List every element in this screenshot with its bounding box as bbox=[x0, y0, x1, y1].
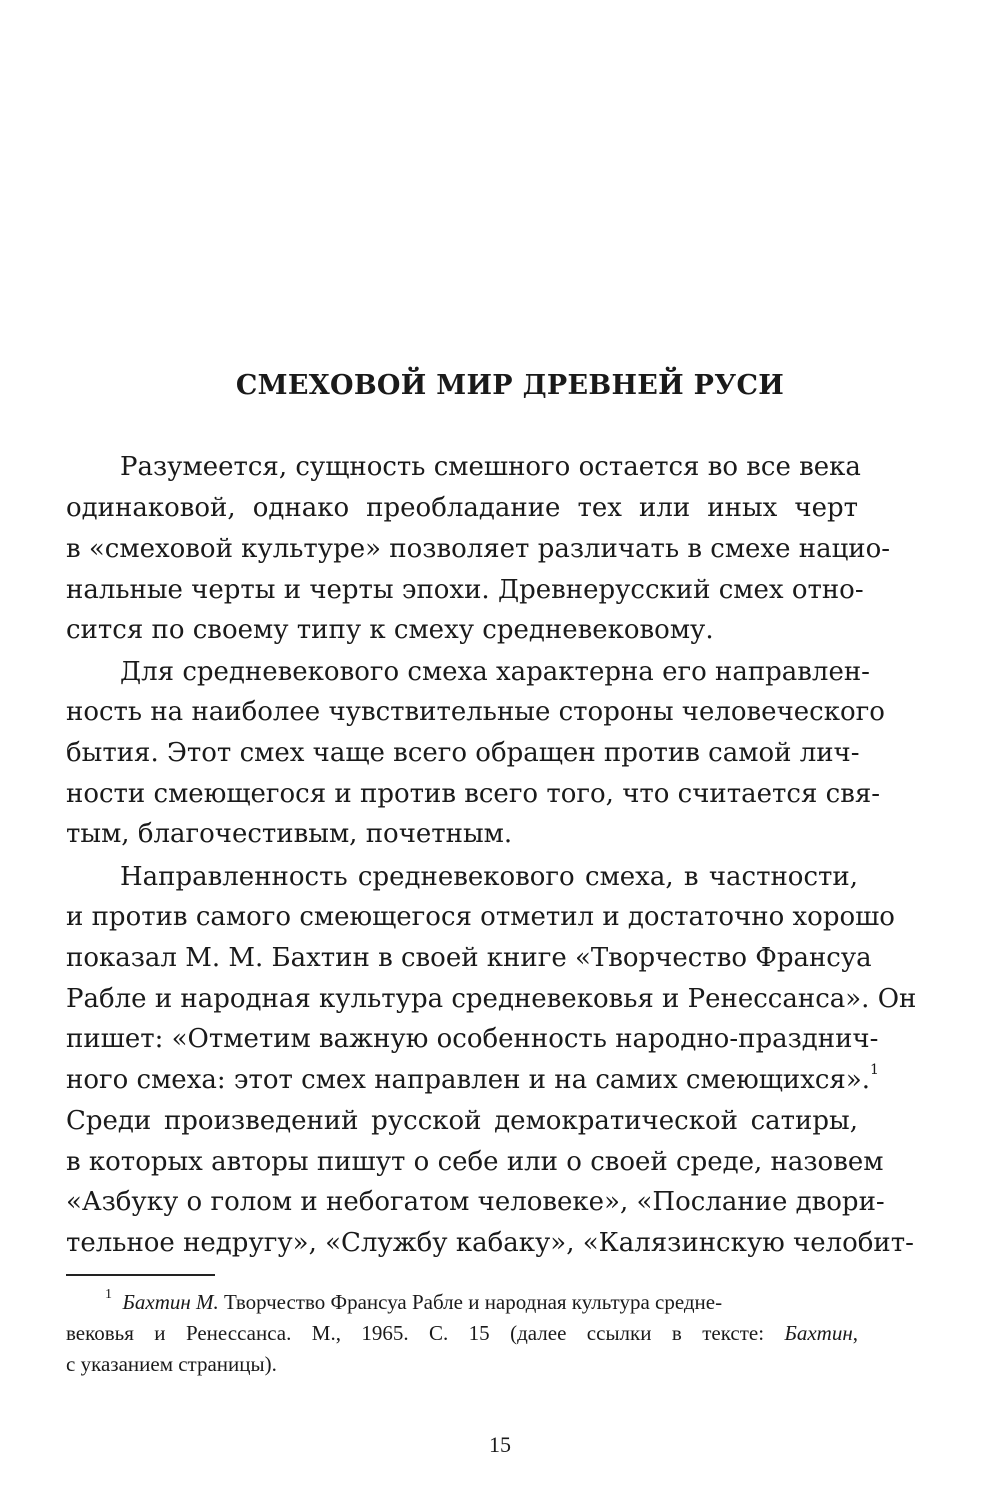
footnote-author: Бахтин bbox=[784, 1321, 853, 1345]
text-line-content: в которых авторы пишут о себе или о своей среде, назовем bbox=[66, 1147, 884, 1177]
text-line bbox=[66, 1022, 879, 1056]
text-line-content: ности смеющегося и против всего того, что считается свя- bbox=[66, 779, 881, 809]
text-line bbox=[66, 900, 895, 934]
text-line-content: одинаковой, однако преобладание тех или иных черт bbox=[66, 493, 858, 523]
text-line bbox=[66, 777, 881, 811]
text-line-content: Среди произведений русской демократической сатиры, bbox=[66, 1106, 858, 1136]
text-line bbox=[66, 736, 858, 770]
text-line-content: Направленность средневекового смеха, в частности, bbox=[120, 862, 858, 892]
text-line-content: в «смеховой культуре» позволяет различать в смехе нацио- bbox=[66, 534, 891, 564]
text-line bbox=[66, 491, 858, 525]
footnote-line bbox=[66, 1319, 858, 1347]
text-line-content: нальные черты и черты эпохи. Древнерусский смех отно- bbox=[66, 575, 864, 605]
text-line-content: бытия. Этот смех чаще всего обращен против самой лич- bbox=[66, 738, 860, 768]
text-line bbox=[66, 1145, 884, 1179]
text-line-content: тым, благочестивым, почетным. bbox=[66, 819, 513, 849]
footnote-text: Творчество Франсуа Рабле и народная культура средне- bbox=[218, 1290, 723, 1314]
footnote-text: вековья и Ренессанса. М., 1965. С. 15 (далее ссылки в тексте: bbox=[66, 1321, 785, 1345]
text-line bbox=[120, 860, 858, 894]
text-line bbox=[66, 1185, 885, 1219]
chapter-title: СМЕХОВОЙ МИР ДРЕВНЕЙ РУСИ bbox=[235, 370, 785, 401]
text-line bbox=[66, 817, 858, 851]
page-number: 15 bbox=[489, 1432, 511, 1457]
text-line bbox=[66, 532, 891, 566]
text-line bbox=[66, 573, 864, 607]
text-line-content: Разумеется, сущность смешного остается во все века bbox=[120, 452, 861, 482]
text-line bbox=[66, 982, 917, 1016]
text-line bbox=[66, 695, 885, 729]
text-line bbox=[120, 450, 861, 484]
text-line bbox=[66, 1062, 879, 1097]
footnote-marker: 1 bbox=[105, 1287, 112, 1302]
text-line bbox=[66, 941, 872, 975]
text-line-content: тельное недругу», «Службу кабаку», «Калязинскую челобит- bbox=[66, 1228, 914, 1258]
text-line bbox=[120, 655, 870, 689]
text-line bbox=[66, 1226, 914, 1260]
text-line-content: ного смеха: этот смех направлен и на самих смеющихся». bbox=[66, 1065, 871, 1095]
text-line-content: «Азбуку о голом и небогатом человеке», «Послание двори- bbox=[66, 1187, 885, 1217]
footnote-text: , bbox=[852, 1321, 858, 1345]
footnote-author: Бахтин М. bbox=[122, 1290, 219, 1314]
footnote-line bbox=[105, 1288, 858, 1316]
footnote-line: с указанием страницы). bbox=[66, 1352, 277, 1376]
text-line-content: показал М. М. Бахтин в своей книге «Творчество Франсуа bbox=[66, 943, 872, 973]
text-line-content: сится по своему типу к смеху средневековому. bbox=[66, 615, 714, 645]
text-line bbox=[66, 1104, 858, 1138]
text-line-content: Для средневекового смеха характерна его направлен- bbox=[120, 657, 870, 687]
footnote-reference: 1 bbox=[870, 1062, 879, 1078]
text-line-content: и против самого смеющегося отметил и достаточно хорошо bbox=[66, 902, 895, 932]
footnote-divider bbox=[66, 1274, 215, 1276]
text-line-content: ность на наиболее чувствительные стороны человеческого bbox=[66, 697, 885, 727]
text-line-content: пишет: «Отметим важную особенность народно-празднич- bbox=[66, 1024, 879, 1054]
text-line bbox=[66, 613, 858, 647]
text-line-content: Рабле и народная культура средневековья и Ренессанса». Он bbox=[66, 984, 917, 1014]
